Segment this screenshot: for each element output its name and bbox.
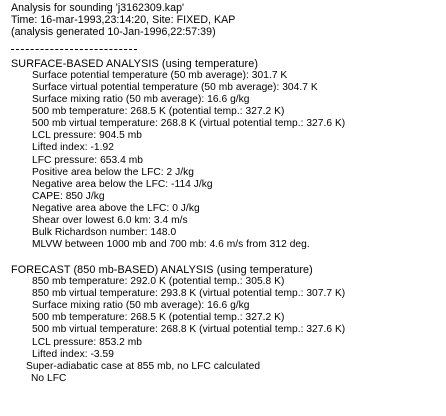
time-site-line: Time: 16-mar-1993,23:14:20, Site: FIXED, KAP — [11, 14, 236, 26]
surface-line: LFC pressure: 653.4 mb — [32, 155, 143, 166]
forecast-line: Lifted index: -3.59 — [32, 349, 114, 360]
surface-section-heading: SURFACE-BASED ANALYSIS (using temperature) — [11, 58, 259, 70]
surface-line: LCL pressure: 904.5 mb — [32, 130, 143, 141]
surface-line: 500 mb temperature: 268.5 K (potential temp.: 327.2 K) — [32, 106, 285, 117]
forecast-line: LCL pressure: 853.2 mb — [32, 337, 143, 348]
forecast-line: 500 mb virtual temperature: 268.8 K (virtual potential temp.: 327.6 K) — [32, 324, 346, 335]
surface-line: Negative area above the LFC: 0 J/kg — [32, 203, 200, 214]
surface-line: Surface mixing ratio (50 mb average): 16.6 g/kg — [32, 94, 250, 105]
forecast-section-heading: FORECAST (850 mb-BASED) ANALYSIS (using temperature) — [11, 264, 313, 276]
surface-line: Bulk Richardson number: 148.0 — [32, 227, 177, 238]
surface-line: 500 mb virtual temperature: 268.8 K (virtual potential temp.: 327.6 K) — [32, 118, 346, 129]
forecast-line: 850 mb temperature: 292.0 K (potential temp.: 305.8 K) — [32, 276, 285, 287]
surface-line: CAPE: 850 J/kg — [32, 191, 105, 202]
forecast-line: Surface mixing ratio (50 mb average): 16.6 g/kg — [32, 300, 250, 311]
forecast-line: 500 mb temperature: 268.5 K (potential temp.: 327.2 K) — [32, 312, 285, 323]
surface-line: Surface virtual potential temperature (50 mb average): 304.7 K — [32, 82, 318, 93]
surface-line: Positive area below the LFC: 2 J/kg — [32, 167, 194, 178]
surface-line: MLVW between 1000 mb and 700 mb: 4.6 m/s from 312 deg. — [32, 239, 310, 250]
no-lfc-note: No LFC — [31, 373, 67, 384]
analysis-title: Analysis for sounding 'j3162309.kap' — [11, 2, 185, 14]
surface-line: Surface potential temperature (50 mb average): 301.7 K — [32, 70, 288, 81]
surface-line: Negative area below the LFC: -114 J/kg — [32, 179, 213, 190]
generated-line: (analysis generated 10-Jan-1996,22:57:39) — [11, 26, 216, 38]
surface-line: Shear over lowest 6.0 km: 3.4 m/s — [32, 215, 188, 226]
surface-line: Lifted index: -1.92 — [32, 142, 114, 153]
forecast-line: 850 mb virtual temperature: 293.8 K (virtual potential temp.: 307.7 K) — [32, 288, 346, 299]
super-adiabatic-note: Super-adiabatic case at 855 mb, no LFC calculated — [26, 361, 261, 372]
divider — [11, 49, 137, 50]
